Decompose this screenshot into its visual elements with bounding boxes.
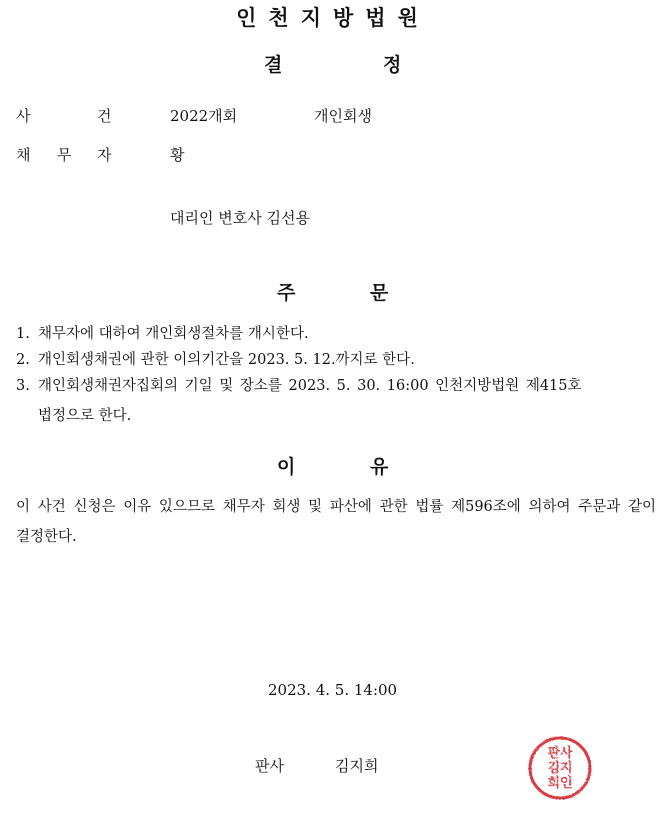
order-item-number: 3.: [16, 378, 30, 394]
debtor-name: 황: [170, 146, 185, 164]
order-heading-char-2: 문: [370, 282, 389, 304]
agent-line: 대리인 변호사 김선용: [170, 209, 310, 227]
order-item-text: 채무자에 대하여 개인회생절차를 개시한다.: [38, 326, 309, 342]
order-item-number: 1.: [16, 326, 30, 342]
svg-text:희인: 희인: [547, 776, 573, 791]
order-item-text: 개인회생채권자집회의 기일 및 장소를 2023. 5. 30. 16:00 인천지방법원 제415호: [38, 378, 582, 394]
reason-heading-char-1: 이: [277, 456, 296, 478]
order-item: [16, 321, 656, 347]
judge-seal-stamp: [527, 735, 593, 801]
svg-text:김지: 김지: [547, 761, 573, 776]
judge-name: 김지희: [335, 757, 379, 775]
reason-text: 이 사건 신청은 이유 있으므로 채무자 회생 및 파산에 관한 법률 제596조에 의하여 주문과 같이 결정한다.: [16, 499, 656, 545]
svg-text:판사: 판사: [547, 746, 573, 761]
doc-title-char-2: 정: [383, 54, 402, 76]
judge-title: 판사: [255, 757, 284, 775]
order-item-text: 개인회생채권에 관한 이의기간을 2023. 5. 12.까지로 한다.: [38, 352, 415, 368]
order-item-continuation: 법정으로 한다.: [38, 408, 132, 424]
order-item-number: 2.: [16, 352, 30, 368]
debtor-label-char-2: 무: [57, 146, 72, 164]
case-name: 개인회생: [314, 107, 372, 125]
order-item: [16, 373, 656, 399]
debtor-label-char-1: 채: [16, 146, 31, 164]
reason-heading-char-2: 유: [370, 456, 389, 478]
court-name: 인천지방법원: [236, 6, 430, 30]
decision-datetime: 2023. 4. 5. 14:00: [268, 681, 398, 699]
doc-title-char-1: 결: [264, 54, 283, 76]
case-label-char-1: 사: [16, 107, 31, 125]
order-item: [16, 347, 656, 373]
case-label-char-2: 건: [97, 107, 112, 125]
order-heading-char-1: 주: [277, 282, 296, 304]
debtor-label-char-3: 자: [97, 146, 112, 164]
case-number: 2022개회: [170, 107, 238, 125]
